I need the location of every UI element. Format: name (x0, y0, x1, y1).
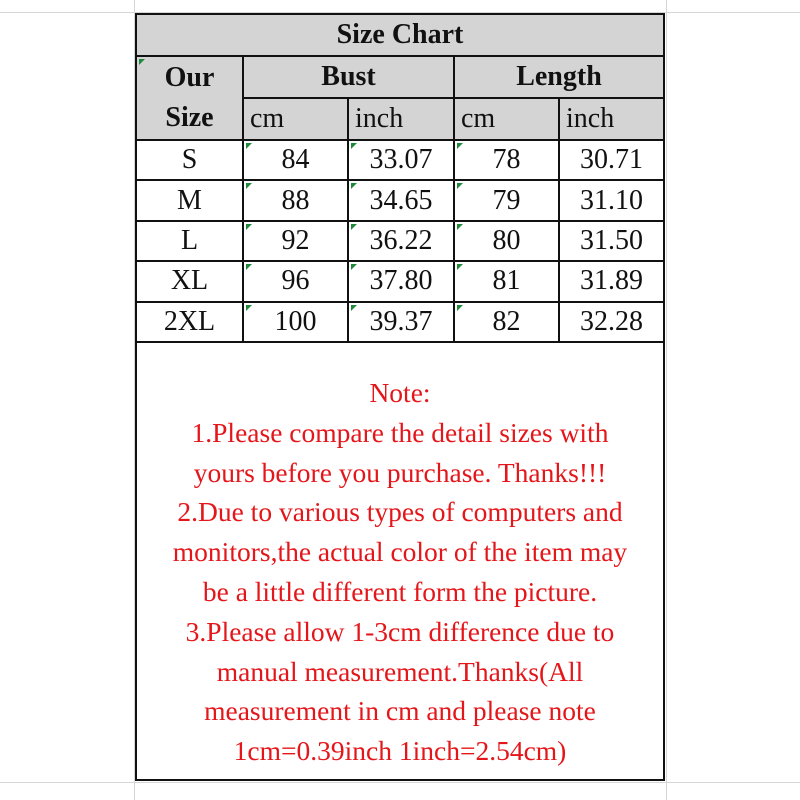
note-line: 2.Due to various types of computers and (177, 496, 623, 528)
size-chart-table (135, 13, 665, 781)
bust-cm-cell: 88 (244, 181, 349, 221)
size-cell: L (137, 222, 244, 262)
note-line: 1.Please compare the detail sizes with (191, 416, 609, 448)
length-header: Length (455, 57, 663, 99)
unit-length-cm: cm (455, 99, 560, 141)
length-inch-cell: 32.28 (560, 303, 663, 343)
unit-bust-inch: inch (349, 99, 455, 141)
length-inch-cell: 31.10 (560, 181, 663, 221)
our-size-header (137, 57, 244, 141)
unit-length-inch: inch (560, 99, 663, 141)
bust-cm-cell: 84 (244, 141, 349, 181)
gridline (0, 782, 800, 783)
length-cm-cell: 81 (455, 262, 560, 302)
bust-inch-cell: 36.22 (349, 222, 455, 262)
unit-bust-cm: cm (244, 99, 349, 141)
length-cm-cell: 82 (455, 303, 560, 343)
bust-inch-cell: 37.80 (349, 262, 455, 302)
note-line: monitors,the actual color of the item may (172, 536, 628, 568)
note-section (137, 343, 663, 779)
bust-header: Bust (244, 57, 455, 99)
size-cell: M (137, 181, 244, 221)
length-cm-cell: 79 (455, 181, 560, 221)
our-size-label-line1: Our (164, 62, 215, 93)
note-line: yours before you purchase. Thanks!!! (193, 456, 607, 488)
note-heading: Note: (369, 377, 431, 408)
bust-inch-cell: 34.65 (349, 181, 455, 221)
length-inch-cell: 30.71 (560, 141, 663, 181)
size-cell: S (137, 141, 244, 181)
note-line: manual measurement.Thanks(All (216, 655, 584, 687)
bust-inch-cell: 33.07 (349, 141, 455, 181)
gridline (666, 0, 667, 800)
note-line: be a little different form the picture. (202, 575, 598, 607)
bust-cm-cell: 100 (244, 303, 349, 343)
note-line: measurement in cm and please note (204, 695, 596, 727)
length-cm-cell: 80 (455, 222, 560, 262)
note-line: 1cm=0.39inch 1inch=2.54cm) (233, 735, 567, 767)
bust-cm-cell: 92 (244, 222, 349, 262)
size-cell: XL (137, 262, 244, 302)
bust-inch-cell: 39.37 (349, 303, 455, 343)
note-line: 3.Please allow 1-3cm difference due to (185, 615, 615, 647)
size-cell: 2XL (137, 303, 244, 343)
bust-cm-cell: 96 (244, 262, 349, 302)
length-cm-cell: 78 (455, 141, 560, 181)
length-inch-cell: 31.50 (560, 222, 663, 262)
our-size-label-line2: Size (165, 102, 214, 133)
length-inch-cell: 31.89 (560, 262, 663, 302)
table-title: Size Chart (137, 15, 663, 57)
